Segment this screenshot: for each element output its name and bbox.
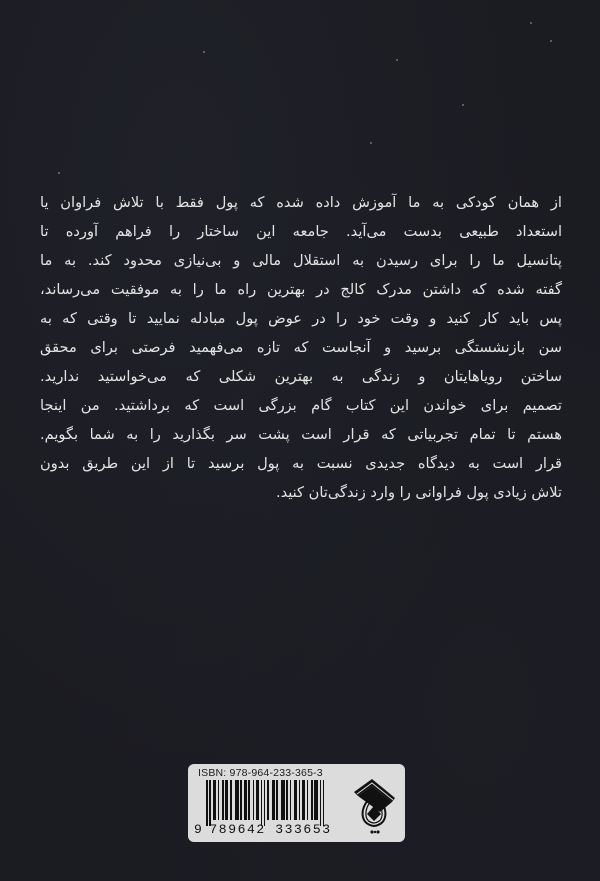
blurb-line: سن بازنشستگی برسید و آنجاست که تازه می‌فهمید فرصتی برای محقق bbox=[40, 339, 562, 356]
blurb-line: ساختن رویاهایتان و زندگی به بهترین شکلی که می‌خواستید ندارید. bbox=[40, 368, 562, 385]
blurb-line: از همان کودکی به ما آموزش داده شده که پول فقط با تلاش فراوان یا bbox=[40, 194, 562, 211]
isbn-barcode-label bbox=[188, 764, 405, 842]
blurb-line: استعداد طبیعی بدست می‌آید. جامعه این ساختار را فراهم آورده تا bbox=[40, 223, 562, 240]
blurb-line: تصمیم برای خواندن این کتاب گام بزرگی است که برداشتید. من اینجا bbox=[40, 397, 562, 414]
dust-speck bbox=[370, 142, 372, 144]
barcode-digits bbox=[194, 822, 332, 837]
blurb-line: پتانسیل ما را برای رسیدن به استقلال مالی و بی‌نیازی محدود کند. به ما bbox=[40, 252, 562, 269]
blurb-line: قرار است به دیدگاه جدیدی نسبت به پول برسید تا از این طریق بدون bbox=[40, 455, 562, 472]
isbn-number: ISBN: 978-964-233-365-3 bbox=[198, 767, 323, 779]
dust-speck bbox=[203, 51, 205, 53]
blurb-line: هستم تا تمام تجربیاتی که قرار است پشت سر بگذارید را به شما بگویم. bbox=[40, 426, 562, 443]
blurb-line: پس باید کار کنید و وقت خود را در عوض پول مبادله نمایید تا وقتی که به bbox=[40, 310, 562, 327]
dust-speck bbox=[396, 59, 398, 61]
barcode-number: 789642 333653 bbox=[209, 822, 332, 837]
blurb-line: تلاش زیادی پول فراوانی را وارد زندگی‌تان کنید. bbox=[275, 484, 562, 501]
publisher-logo-icon bbox=[350, 776, 400, 838]
blurb-line: گفته شده که داشتن مدرک کالج در بهترین راه ما را به موفقیت می‌رساند، bbox=[40, 281, 562, 298]
barcode-icon bbox=[206, 780, 352, 826]
dust-speck bbox=[530, 22, 532, 24]
dust-speck bbox=[462, 104, 464, 106]
barcode-first-digit: 9 bbox=[194, 822, 204, 837]
back-cover-blurb bbox=[40, 188, 562, 507]
dust-speck bbox=[58, 172, 60, 174]
dust-speck bbox=[550, 40, 552, 42]
